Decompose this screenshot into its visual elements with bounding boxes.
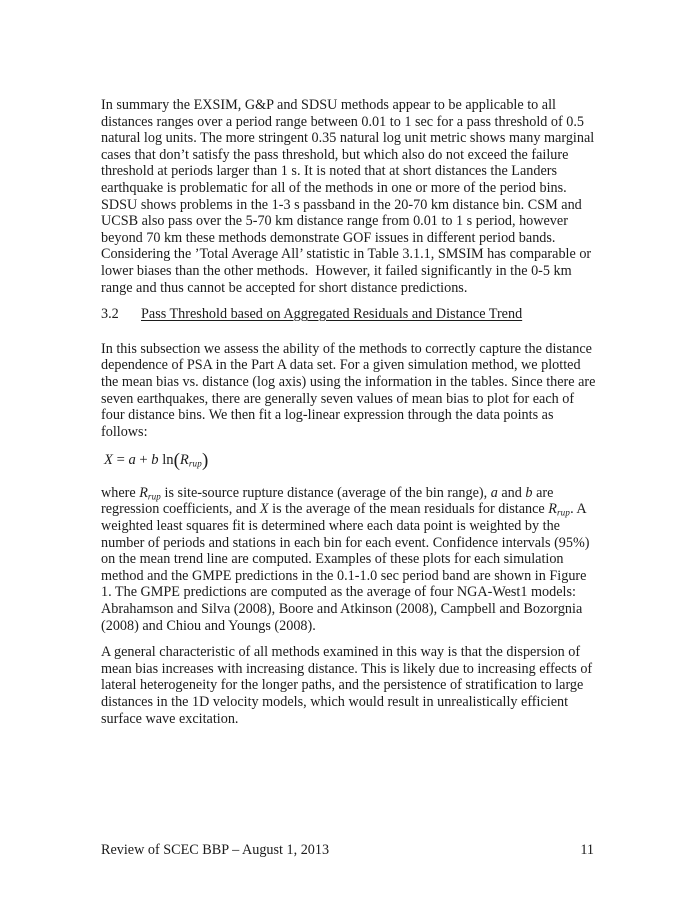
paragraph-dispersion-discussion: A general characteristic of all methods examined in this way is that the dispersion of mean bias increases with increasing distance. This is likely due to increasing effects of lateral heterogeneity for the longer paths, and the persistence of stratification to large distances in the 1D velocity models, which would result in unrealistically efficient surface wave excitation.: [101, 644, 596, 727]
paragraph-regression-details: where $R_{rup}$ is site-source rupture distance (average of the bin range), a and b are regression coefficients, and X is the average of the mean residuals for distance $R_{rup}$. A weighted least squares fit is determined where each data point is weighted by the number of periods and stations in each bin for each event. Confidence intervals (95%) on the mean trend line are computed. Examples of these plots for each simulation method and the GMPE predictions in the 0.1-1.0 sec period band are shown in Figure 1. The GMPE predictions are computed as the average of four NGA-West1 models: Abrahamson and Silva (2008), Boore and Atkinson (2008), Campbell and Bozorgnia (2008) and Chiou and Youngs (2008).: [101, 484, 594, 634]
page-footer: [101, 842, 594, 859]
equation-log-linear-fit: X = a + b $\ln(R_{rup})$: [104, 450, 209, 472]
section-heading-3-2: [101, 306, 600, 323]
section-number: 3.2: [101, 306, 119, 323]
section-title: Pass Threshold based on Aggregated Residuals and Distance Trend: [141, 306, 523, 323]
paragraph-summary: In summary the EXSIM, G&P and SDSU methods appear to be applicable to all distances ranges over a period range between 0.01 to 1 sec for a pass threshold of 0.5 natural log units. The more stringent 0.35 natural log unit metric shows many marginal cases that don’t satisfy the pass threshold, but which also do not exceed the failure threshold at periods larger than 1 s. It is noted that at short distances the Landers earthquake is problematic for all of the methods in one or more of the period bins. SDSU shows problems in the 1-3 s passband in the 20-70 km distance bin. CSM and UCSB also pass over the 5-70 km distance range from 0.01 to 1 s period, however beyond 70 km these methods demonstrate GOF issues in different period bands. Considering the ’Total Average All’ statistic in Table 3.1.1, SMSIM has comparable or lower biases than the other methods. However, it failed significantly in the 0-5 km range and thus cannot be accepted for short distance predictions.: [101, 97, 598, 296]
page-content: [101, 97, 600, 737]
footer-document-title: Review of SCEC BBP – August 1, 2013: [101, 842, 330, 858]
footer-page-number: 11: [580, 842, 594, 858]
paragraph-subsection-intro: In this subsection we assess the ability of the methods to correctly capture the distance dependence of PSA in the Part A data set. For a given simulation method, we plotted the mean bias vs. distance (log axis) using the information in the tables. Since there are seven earthquakes, there are generally seven values of mean bias to plot for each of four distance bins. We then fit a log-linear expression through the data points as follows:: [101, 340, 599, 440]
